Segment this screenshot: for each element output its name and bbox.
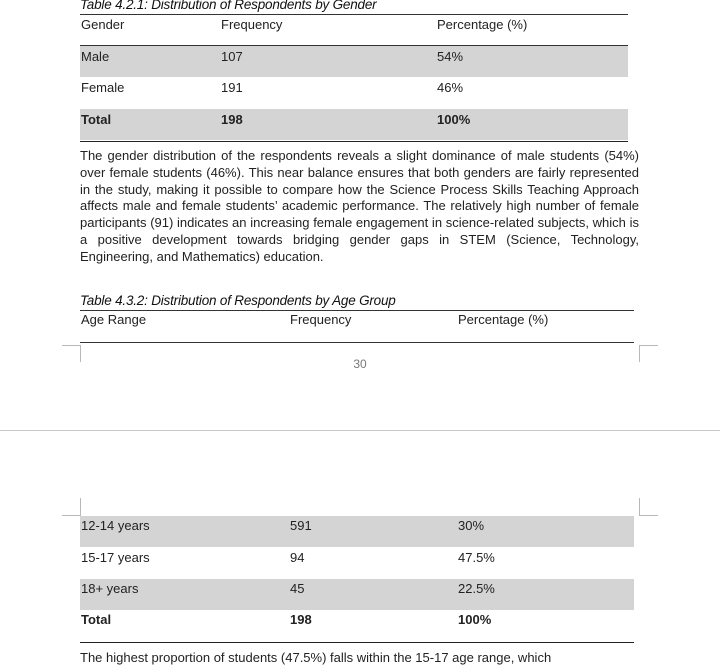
table-caption-age: Table 4.3.2: Distribution of Respondents by Age Group [80,293,396,308]
table-bottom-rule [80,141,628,142]
table-cell: 45 [290,581,305,596]
table-header: Age Range [81,312,147,327]
table-cell: 47.5% [458,550,495,565]
table-header-rule [80,342,634,343]
body-paragraph: The highest proportion of students (47.5%) falls within the 15-17 age range, which [80,650,552,665]
table-cell: 94 [290,550,305,565]
table-header: Frequency [221,17,283,32]
table-cell: 107 [221,49,243,64]
table-cell: 191 [221,80,243,95]
table-top-rule [80,310,634,311]
page-separator [0,430,720,431]
table-total-cell: 100% [437,112,471,127]
table-row-shade [80,579,634,610]
table-cell: 30% [458,518,485,533]
table-header: Gender [81,17,125,32]
table-row-shade [80,46,628,77]
table-cell: 15-17 years [81,550,150,565]
table-row-shade [80,516,634,547]
table-total-cell: Total [81,612,112,627]
table-top-rule [80,14,628,15]
corner-mark [639,498,658,516]
table-cell: 12-14 years [81,518,150,533]
page-number: 30 [353,357,367,371]
table-header: Percentage (%) [437,17,528,32]
table-cell: 54% [437,49,464,64]
table-header: Frequency [290,312,352,327]
table-bottom-rule [80,642,634,643]
table-header: Percentage (%) [458,312,549,327]
corner-mark [62,498,81,516]
table-caption-gender: Table 4.2.1: Distribution of Respondents by Gender [80,0,377,12]
table-total-cell: 100% [458,612,492,627]
table-total-cell: 198 [290,612,312,627]
table-cell: Male [81,49,110,64]
table-cell: 22.5% [458,581,495,596]
table-total-cell: Total [81,112,112,127]
table-total-shade [80,109,628,140]
table-cell: 46% [437,80,464,95]
table-cell: 18+ years [81,581,139,596]
body-paragraph: The gender distribution of the respondents reveals a slight dominance of male students (54%) over female students (46%). This near balance ensures that both genders are fairly represented in the study, making it possible to compare how the Science Process Skills Teaching Approach affects male and female students’ academic performance. The relatively high number of female participants (91) indicates an increasing female engagement in science-related subjects, which is a positive development towards bridging gender gaps in STEM (Science, Technology, Engineering, and Mathematics) education. [80,148,639,264]
table-cell: Female [81,80,125,95]
table-total-cell: 198 [221,112,243,127]
table-cell: 591 [290,518,312,533]
